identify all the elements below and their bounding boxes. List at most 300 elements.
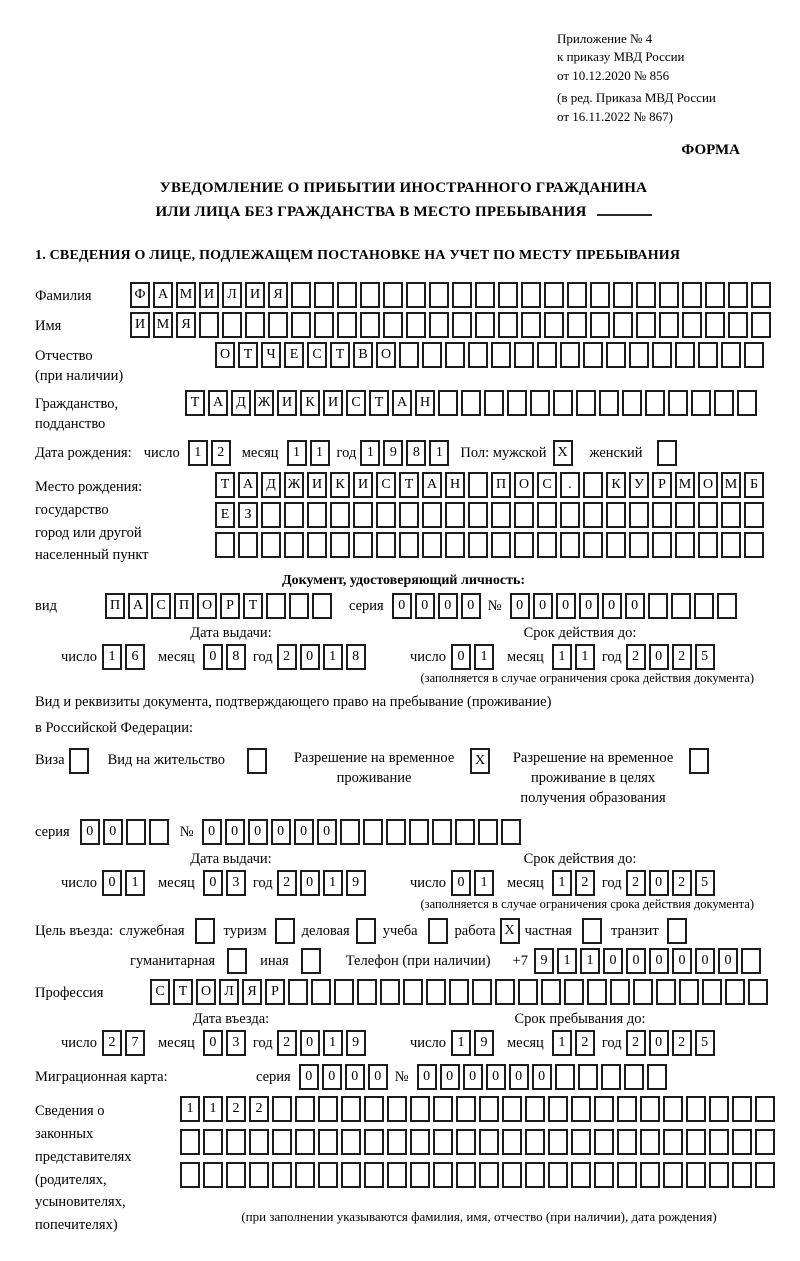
char-box[interactable]: 1 bbox=[474, 644, 494, 670]
char-box[interactable] bbox=[295, 1096, 315, 1122]
char-box[interactable] bbox=[272, 1096, 292, 1122]
char-box[interactable]: С bbox=[346, 390, 366, 416]
char-box[interactable] bbox=[340, 819, 360, 845]
doc-issue-year-boxes[interactable] bbox=[277, 644, 369, 670]
char-box[interactable] bbox=[195, 918, 215, 944]
char-box[interactable]: П bbox=[174, 593, 194, 619]
char-box[interactable]: И bbox=[307, 472, 327, 498]
char-box[interactable]: В bbox=[353, 342, 373, 368]
birth-year-boxes[interactable] bbox=[360, 440, 452, 466]
permit-issue-month-boxes[interactable] bbox=[203, 870, 249, 896]
char-box[interactable] bbox=[567, 312, 587, 338]
char-box[interactable]: 0 bbox=[625, 593, 645, 619]
char-box[interactable] bbox=[341, 1096, 361, 1122]
char-box[interactable] bbox=[755, 1162, 775, 1188]
char-box[interactable] bbox=[445, 532, 465, 558]
char-box[interactable]: 1 bbox=[287, 440, 307, 466]
char-box[interactable] bbox=[383, 282, 403, 308]
entry-month-boxes[interactable] bbox=[203, 1030, 249, 1056]
char-box[interactable] bbox=[537, 342, 557, 368]
char-box[interactable] bbox=[475, 312, 495, 338]
char-box[interactable] bbox=[606, 342, 626, 368]
char-box[interactable]: X bbox=[500, 918, 520, 944]
char-box[interactable] bbox=[363, 819, 383, 845]
char-box[interactable] bbox=[291, 312, 311, 338]
char-box[interactable] bbox=[751, 282, 771, 308]
char-box[interactable] bbox=[622, 390, 642, 416]
char-box[interactable]: И bbox=[130, 312, 150, 338]
char-box[interactable]: Л bbox=[222, 282, 242, 308]
char-box[interactable] bbox=[582, 918, 602, 944]
char-box[interactable]: Н bbox=[415, 390, 435, 416]
doc-valid-year-boxes[interactable] bbox=[626, 644, 718, 670]
char-box[interactable] bbox=[314, 312, 334, 338]
char-box[interactable]: Д bbox=[231, 390, 251, 416]
char-box[interactable] bbox=[624, 1064, 644, 1090]
char-box[interactable]: 2 bbox=[626, 870, 646, 896]
char-box[interactable] bbox=[479, 1162, 499, 1188]
char-box[interactable] bbox=[518, 979, 538, 1005]
char-box[interactable]: 0 bbox=[80, 819, 100, 845]
char-box[interactable] bbox=[291, 282, 311, 308]
char-box[interactable]: 8 bbox=[406, 440, 426, 466]
char-box[interactable] bbox=[507, 390, 527, 416]
char-box[interactable]: М bbox=[176, 282, 196, 308]
char-box[interactable] bbox=[455, 819, 475, 845]
char-box[interactable] bbox=[636, 312, 656, 338]
char-box[interactable] bbox=[410, 1129, 430, 1155]
char-box[interactable]: И bbox=[277, 390, 297, 416]
char-box[interactable] bbox=[610, 979, 630, 1005]
char-box[interactable]: 0 bbox=[368, 1064, 388, 1090]
purpose-study-checkbox[interactable] bbox=[428, 918, 451, 944]
char-box[interactable] bbox=[334, 979, 354, 1005]
char-box[interactable] bbox=[728, 282, 748, 308]
char-box[interactable] bbox=[548, 1129, 568, 1155]
char-box[interactable]: 0 bbox=[461, 593, 481, 619]
char-box[interactable]: А bbox=[153, 282, 173, 308]
char-box[interactable]: 1 bbox=[580, 948, 600, 974]
char-box[interactable]: И bbox=[245, 282, 265, 308]
char-box[interactable] bbox=[564, 979, 584, 1005]
char-box[interactable] bbox=[491, 502, 511, 528]
char-box[interactable] bbox=[307, 532, 327, 558]
char-box[interactable]: К bbox=[606, 472, 626, 498]
char-box[interactable] bbox=[583, 342, 603, 368]
char-box[interactable]: И bbox=[353, 472, 373, 498]
char-box[interactable] bbox=[514, 532, 534, 558]
char-box[interactable] bbox=[318, 1162, 338, 1188]
purpose-business-checkbox[interactable] bbox=[356, 918, 379, 944]
char-box[interactable] bbox=[406, 312, 426, 338]
char-box[interactable] bbox=[721, 342, 741, 368]
char-box[interactable] bbox=[663, 1129, 683, 1155]
char-box[interactable]: 2 bbox=[249, 1096, 269, 1122]
char-box[interactable]: 2 bbox=[672, 1030, 692, 1056]
char-box[interactable]: О bbox=[514, 472, 534, 498]
char-box[interactable] bbox=[406, 282, 426, 308]
char-box[interactable] bbox=[318, 1096, 338, 1122]
char-box[interactable] bbox=[537, 532, 557, 558]
citizenship-boxes[interactable] bbox=[185, 390, 760, 416]
char-box[interactable]: 0 bbox=[509, 1064, 529, 1090]
char-box[interactable] bbox=[468, 532, 488, 558]
char-box[interactable] bbox=[387, 1096, 407, 1122]
char-box[interactable] bbox=[484, 390, 504, 416]
char-box[interactable] bbox=[571, 1162, 591, 1188]
char-box[interactable]: 2 bbox=[575, 870, 595, 896]
char-box[interactable]: П bbox=[105, 593, 125, 619]
char-box[interactable]: С bbox=[537, 472, 557, 498]
char-box[interactable]: 2 bbox=[226, 1096, 246, 1122]
char-box[interactable] bbox=[652, 502, 672, 528]
char-box[interactable] bbox=[364, 1162, 384, 1188]
char-box[interactable]: X bbox=[470, 748, 490, 774]
patronymic-boxes[interactable] bbox=[215, 342, 767, 368]
char-box[interactable] bbox=[748, 979, 768, 1005]
char-box[interactable] bbox=[429, 312, 449, 338]
char-box[interactable]: Ж bbox=[254, 390, 274, 416]
char-box[interactable] bbox=[613, 282, 633, 308]
char-box[interactable] bbox=[667, 918, 687, 944]
char-box[interactable]: О bbox=[215, 342, 235, 368]
char-box[interactable]: 0 bbox=[532, 1064, 552, 1090]
char-box[interactable] bbox=[452, 282, 472, 308]
char-box[interactable]: 0 bbox=[603, 948, 623, 974]
char-box[interactable]: П bbox=[491, 472, 511, 498]
char-box[interactable]: 0 bbox=[718, 948, 738, 974]
char-box[interactable] bbox=[698, 342, 718, 368]
char-box[interactable] bbox=[364, 1129, 384, 1155]
char-box[interactable] bbox=[629, 502, 649, 528]
char-box[interactable]: 2 bbox=[277, 1030, 297, 1056]
char-box[interactable]: Т bbox=[399, 472, 419, 498]
char-box[interactable] bbox=[555, 1064, 575, 1090]
doc-valid-day-boxes[interactable] bbox=[451, 644, 497, 670]
char-box[interactable] bbox=[617, 1129, 637, 1155]
char-box[interactable]: 1 bbox=[552, 644, 572, 670]
char-box[interactable] bbox=[456, 1096, 476, 1122]
char-box[interactable] bbox=[514, 502, 534, 528]
char-box[interactable]: 0 bbox=[322, 1064, 342, 1090]
char-box[interactable] bbox=[675, 342, 695, 368]
char-box[interactable] bbox=[583, 502, 603, 528]
char-box[interactable]: 0 bbox=[271, 819, 291, 845]
char-box[interactable] bbox=[180, 1162, 200, 1188]
char-box[interactable] bbox=[353, 532, 373, 558]
char-box[interactable] bbox=[149, 819, 169, 845]
char-box[interactable]: 0 bbox=[294, 819, 314, 845]
purpose-official-checkbox[interactable] bbox=[195, 918, 218, 944]
birth-day-boxes[interactable] bbox=[188, 440, 234, 466]
char-box[interactable]: Р bbox=[265, 979, 285, 1005]
char-box[interactable]: 0 bbox=[102, 870, 122, 896]
char-box[interactable] bbox=[341, 1129, 361, 1155]
char-box[interactable] bbox=[659, 312, 679, 338]
char-box[interactable]: 0 bbox=[649, 1030, 669, 1056]
char-box[interactable]: 0 bbox=[345, 1064, 365, 1090]
char-box[interactable] bbox=[544, 312, 564, 338]
char-box[interactable] bbox=[698, 502, 718, 528]
birth-month-boxes[interactable] bbox=[287, 440, 333, 466]
char-box[interactable] bbox=[583, 532, 603, 558]
char-box[interactable] bbox=[247, 748, 267, 774]
char-box[interactable]: 2 bbox=[672, 644, 692, 670]
char-box[interactable] bbox=[691, 390, 711, 416]
char-box[interactable]: С bbox=[376, 472, 396, 498]
char-box[interactable] bbox=[636, 282, 656, 308]
char-box[interactable] bbox=[744, 532, 764, 558]
sex-female-checkbox[interactable] bbox=[657, 440, 680, 466]
purpose-tourism-checkbox[interactable] bbox=[275, 918, 298, 944]
birth-place-row-3[interactable] bbox=[215, 532, 767, 558]
char-box[interactable]: 0 bbox=[451, 644, 471, 670]
char-box[interactable]: 0 bbox=[649, 644, 669, 670]
char-box[interactable]: С bbox=[151, 593, 171, 619]
char-box[interactable]: У bbox=[629, 472, 649, 498]
char-box[interactable]: 0 bbox=[300, 870, 320, 896]
char-box[interactable] bbox=[356, 918, 376, 944]
purpose-humanitarian-checkbox[interactable] bbox=[227, 948, 250, 974]
char-box[interactable] bbox=[238, 532, 258, 558]
char-box[interactable] bbox=[686, 1129, 706, 1155]
char-box[interactable] bbox=[226, 1162, 246, 1188]
char-box[interactable] bbox=[728, 312, 748, 338]
char-box[interactable]: А bbox=[208, 390, 228, 416]
char-box[interactable] bbox=[452, 312, 472, 338]
char-box[interactable]: Т bbox=[173, 979, 193, 1005]
char-box[interactable]: 0 bbox=[672, 948, 692, 974]
char-box[interactable] bbox=[721, 532, 741, 558]
char-box[interactable]: 9 bbox=[383, 440, 403, 466]
char-box[interactable]: А bbox=[128, 593, 148, 619]
char-box[interactable]: 1 bbox=[180, 1096, 200, 1122]
char-box[interactable] bbox=[438, 390, 458, 416]
char-box[interactable] bbox=[521, 312, 541, 338]
char-box[interactable]: Ч bbox=[261, 342, 281, 368]
char-box[interactable] bbox=[675, 532, 695, 558]
char-box[interactable] bbox=[633, 979, 653, 1005]
char-box[interactable] bbox=[594, 1162, 614, 1188]
char-box[interactable]: 0 bbox=[451, 870, 471, 896]
char-box[interactable]: 0 bbox=[317, 819, 337, 845]
char-box[interactable] bbox=[682, 282, 702, 308]
char-box[interactable] bbox=[295, 1162, 315, 1188]
char-box[interactable] bbox=[652, 342, 672, 368]
visa-checkbox[interactable] bbox=[69, 748, 92, 774]
char-box[interactable] bbox=[330, 502, 350, 528]
char-box[interactable] bbox=[275, 918, 295, 944]
purpose-work-checkbox[interactable] bbox=[500, 918, 523, 944]
char-box[interactable]: 6 bbox=[125, 644, 145, 670]
char-box[interactable]: 0 bbox=[463, 1064, 483, 1090]
char-box[interactable] bbox=[606, 502, 626, 528]
char-box[interactable]: 1 bbox=[552, 870, 572, 896]
permit-valid-day-boxes[interactable] bbox=[451, 870, 497, 896]
char-box[interactable] bbox=[544, 282, 564, 308]
char-box[interactable]: Т bbox=[243, 593, 263, 619]
char-box[interactable] bbox=[705, 312, 725, 338]
char-box[interactable] bbox=[433, 1162, 453, 1188]
char-box[interactable] bbox=[383, 312, 403, 338]
char-box[interactable]: Б bbox=[744, 472, 764, 498]
char-box[interactable]: 0 bbox=[695, 948, 715, 974]
char-box[interactable]: 3 bbox=[226, 1030, 246, 1056]
char-box[interactable] bbox=[755, 1096, 775, 1122]
char-box[interactable] bbox=[629, 532, 649, 558]
char-box[interactable] bbox=[203, 1162, 223, 1188]
char-box[interactable] bbox=[337, 312, 357, 338]
char-box[interactable]: 0 bbox=[649, 948, 669, 974]
birth-place-row-1[interactable] bbox=[215, 472, 767, 498]
char-box[interactable] bbox=[521, 282, 541, 308]
stay-day-boxes[interactable] bbox=[451, 1030, 497, 1056]
char-box[interactable] bbox=[652, 532, 672, 558]
char-box[interactable]: 1 bbox=[323, 870, 343, 896]
char-box[interactable]: 3 bbox=[226, 870, 246, 896]
char-box[interactable]: 0 bbox=[438, 593, 458, 619]
char-box[interactable] bbox=[502, 1096, 522, 1122]
char-box[interactable]: З bbox=[238, 502, 258, 528]
char-box[interactable]: 5 bbox=[695, 870, 715, 896]
char-box[interactable] bbox=[399, 532, 419, 558]
char-box[interactable]: 5 bbox=[695, 644, 715, 670]
char-box[interactable] bbox=[311, 979, 331, 1005]
char-box[interactable]: 9 bbox=[346, 1030, 366, 1056]
char-box[interactable] bbox=[525, 1162, 545, 1188]
char-box[interactable] bbox=[330, 532, 350, 558]
char-box[interactable]: Ф bbox=[130, 282, 150, 308]
permit-number-boxes[interactable] bbox=[202, 819, 524, 845]
char-box[interactable]: 0 bbox=[417, 1064, 437, 1090]
char-box[interactable] bbox=[433, 1096, 453, 1122]
char-box[interactable] bbox=[675, 502, 695, 528]
char-box[interactable] bbox=[525, 1129, 545, 1155]
char-box[interactable] bbox=[461, 390, 481, 416]
char-box[interactable] bbox=[288, 979, 308, 1005]
char-box[interactable] bbox=[744, 342, 764, 368]
char-box[interactable] bbox=[422, 502, 442, 528]
char-box[interactable]: М bbox=[675, 472, 695, 498]
char-box[interactable]: 1 bbox=[323, 1030, 343, 1056]
representatives-row-2[interactable] bbox=[180, 1129, 778, 1155]
char-box[interactable] bbox=[553, 390, 573, 416]
char-box[interactable]: 1 bbox=[429, 440, 449, 466]
char-box[interactable]: 0 bbox=[579, 593, 599, 619]
char-box[interactable] bbox=[478, 819, 498, 845]
char-box[interactable] bbox=[456, 1162, 476, 1188]
char-box[interactable] bbox=[744, 502, 764, 528]
char-box[interactable] bbox=[429, 282, 449, 308]
permit-valid-month-boxes[interactable] bbox=[552, 870, 598, 896]
char-box[interactable] bbox=[199, 312, 219, 338]
char-box[interactable]: 2 bbox=[277, 644, 297, 670]
char-box[interactable] bbox=[387, 1129, 407, 1155]
char-box[interactable]: 2 bbox=[626, 1030, 646, 1056]
char-box[interactable] bbox=[498, 312, 518, 338]
char-box[interactable] bbox=[617, 1162, 637, 1188]
char-box[interactable] bbox=[640, 1162, 660, 1188]
char-box[interactable] bbox=[353, 502, 373, 528]
char-box[interactable]: 2 bbox=[575, 1030, 595, 1056]
char-box[interactable]: М bbox=[721, 472, 741, 498]
char-box[interactable] bbox=[578, 1064, 598, 1090]
char-box[interactable] bbox=[721, 502, 741, 528]
char-box[interactable]: 0 bbox=[300, 644, 320, 670]
char-box[interactable] bbox=[657, 440, 677, 466]
purpose-private-checkbox[interactable] bbox=[582, 918, 605, 944]
char-box[interactable]: Т bbox=[330, 342, 350, 368]
char-box[interactable] bbox=[399, 502, 419, 528]
char-box[interactable] bbox=[445, 502, 465, 528]
stay-month-boxes[interactable] bbox=[552, 1030, 598, 1056]
char-box[interactable] bbox=[289, 593, 309, 619]
char-box[interactable]: 0 bbox=[299, 1064, 319, 1090]
char-box[interactable] bbox=[541, 979, 561, 1005]
char-box[interactable] bbox=[645, 390, 665, 416]
char-box[interactable]: 1 bbox=[451, 1030, 471, 1056]
char-box[interactable]: 0 bbox=[440, 1064, 460, 1090]
char-box[interactable] bbox=[410, 1096, 430, 1122]
char-box[interactable] bbox=[386, 819, 406, 845]
char-box[interactable] bbox=[671, 593, 691, 619]
char-box[interactable] bbox=[180, 1129, 200, 1155]
char-box[interactable] bbox=[312, 593, 332, 619]
char-box[interactable] bbox=[601, 1064, 621, 1090]
entry-year-boxes[interactable] bbox=[277, 1030, 369, 1056]
char-box[interactable]: 9 bbox=[534, 948, 554, 974]
char-box[interactable] bbox=[709, 1096, 729, 1122]
char-box[interactable] bbox=[479, 1129, 499, 1155]
char-box[interactable]: 7 bbox=[125, 1030, 145, 1056]
char-box[interactable]: А bbox=[238, 472, 258, 498]
permit-issue-day-boxes[interactable] bbox=[102, 870, 148, 896]
char-box[interactable]: 1 bbox=[360, 440, 380, 466]
char-box[interactable] bbox=[433, 1129, 453, 1155]
char-box[interactable] bbox=[583, 472, 603, 498]
char-box[interactable]: Р bbox=[220, 593, 240, 619]
char-box[interactable]: 0 bbox=[203, 1030, 223, 1056]
phone-boxes[interactable] bbox=[534, 948, 764, 974]
entry-day-boxes[interactable] bbox=[102, 1030, 148, 1056]
char-box[interactable] bbox=[479, 1096, 499, 1122]
char-box[interactable] bbox=[590, 312, 610, 338]
char-box[interactable]: Т bbox=[185, 390, 205, 416]
char-box[interactable]: 0 bbox=[203, 644, 223, 670]
char-box[interactable] bbox=[445, 342, 465, 368]
char-box[interactable]: 1 bbox=[310, 440, 330, 466]
char-box[interactable]: 2 bbox=[277, 870, 297, 896]
char-box[interactable]: 0 bbox=[510, 593, 530, 619]
char-box[interactable] bbox=[686, 1096, 706, 1122]
char-box[interactable] bbox=[594, 1096, 614, 1122]
char-box[interactable]: 1 bbox=[323, 644, 343, 670]
char-box[interactable]: И bbox=[199, 282, 219, 308]
profession-boxes[interactable] bbox=[150, 979, 771, 1005]
char-box[interactable] bbox=[357, 979, 377, 1005]
char-box[interactable] bbox=[284, 532, 304, 558]
char-box[interactable] bbox=[694, 593, 714, 619]
char-box[interactable] bbox=[640, 1096, 660, 1122]
char-box[interactable]: Е bbox=[215, 502, 235, 528]
doc-issue-month-boxes[interactable] bbox=[203, 644, 249, 670]
char-box[interactable]: 0 bbox=[392, 593, 412, 619]
firstname-boxes[interactable] bbox=[130, 312, 774, 338]
char-box[interactable]: 0 bbox=[300, 1030, 320, 1056]
permit-issue-year-boxes[interactable] bbox=[277, 870, 369, 896]
char-box[interactable]: 2 bbox=[626, 644, 646, 670]
char-box[interactable]: 0 bbox=[202, 819, 222, 845]
